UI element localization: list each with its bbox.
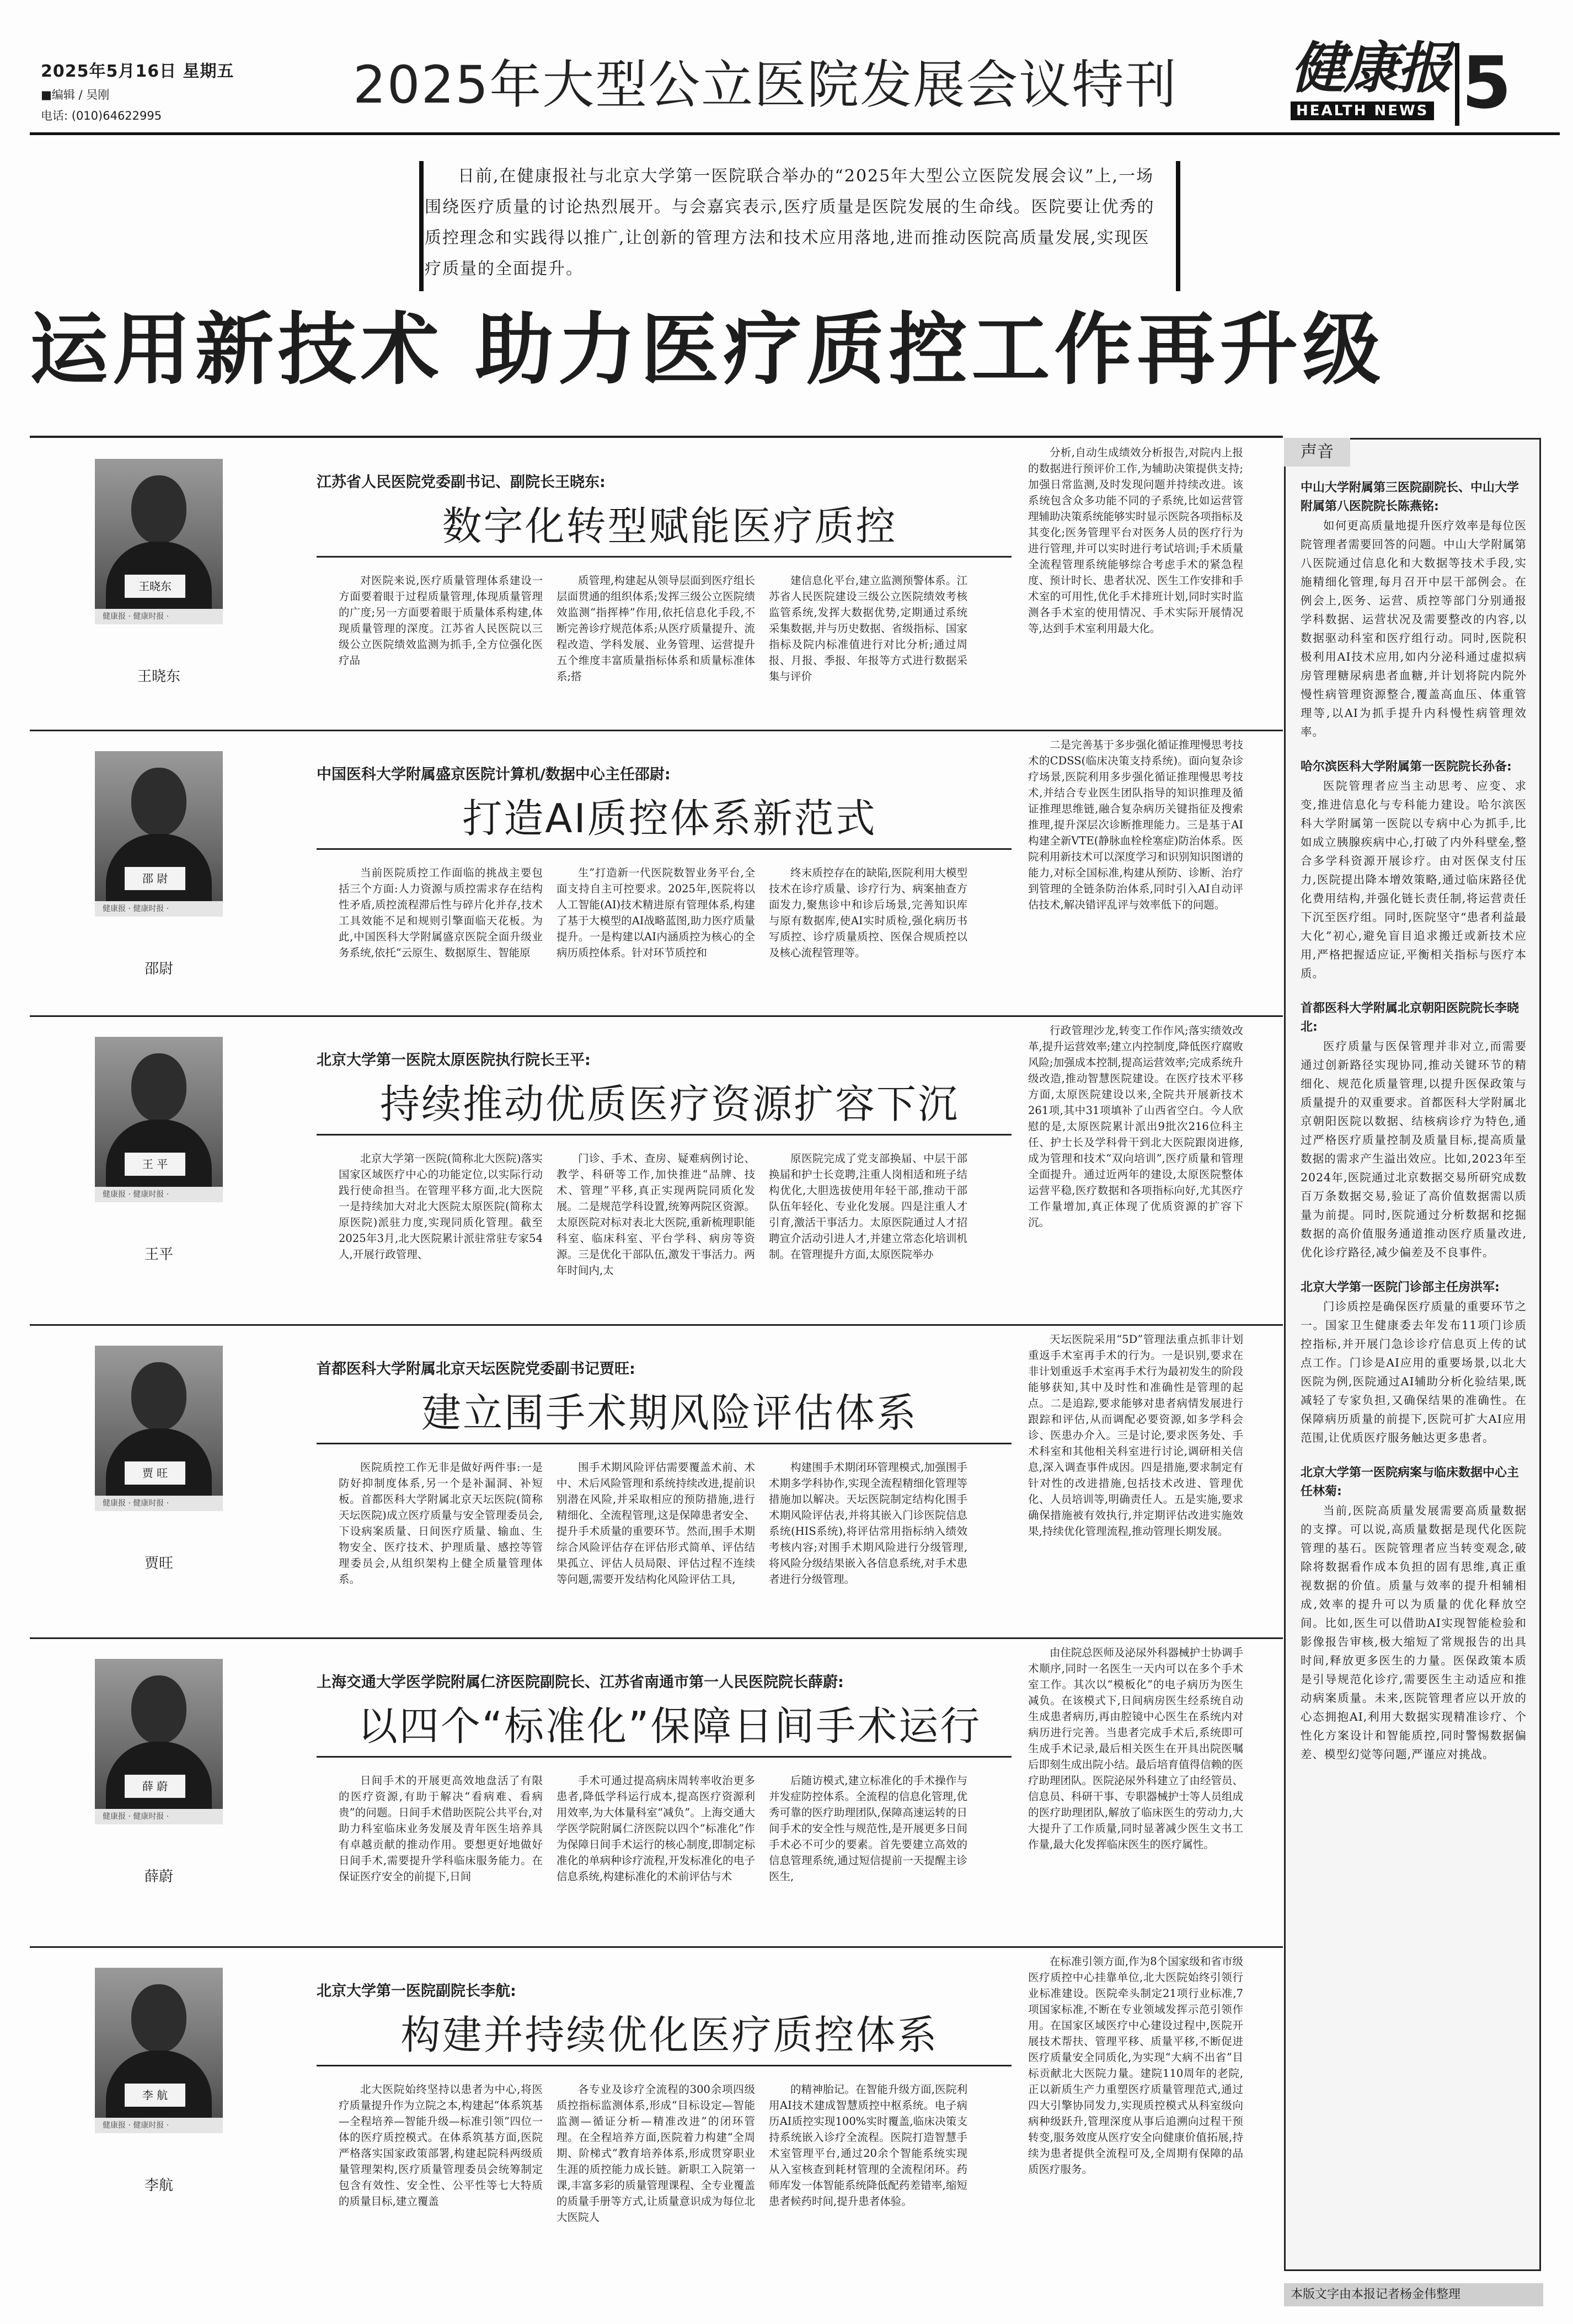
article-title: 持续推动优质医疗资源扩容下沉	[379, 1081, 959, 1127]
speaker-photo	[95, 751, 223, 917]
speaker-photo	[95, 459, 223, 624]
article-kicker: 江苏省人民医院党委副书记、副院长王晓东:	[317, 474, 606, 491]
title-rule	[317, 848, 1012, 850]
intro-right-bar	[1176, 161, 1180, 291]
name-tag: 李 航	[125, 2084, 185, 2107]
article-kicker: 首都医科大学附属北京天坛医院党委副书记贾旺:	[317, 1361, 635, 1378]
body-column: 的精神胎记。在智能升级方面,医院利用AI技术建成智慧质控中枢系统。电子病历AI质控实现100%实时覆盖,临床决策支持系统嵌入诊疗全流程。医院打造智慧手术室管理平台,通过20余个智能系统实现从入室核查到耗材管理的全流程闭环。药师库发一体智能系统降低配药差错率,缩短患者候药时间,提升患者体验。	[769, 2083, 967, 2208]
body-column: 在标准引领方面,作为8个国家级和省市级医疗质控中心挂靠单位,北大医院始终引领行业标准建设。医院牵头制定21项行业标准,7项国家标准,不断在专业领域发挥示范引领作用。在国家区域医疗中心建设过程中,医院开展技术帮扶、管理平移、质量平移,不断促进医疗质量安全同质化,为实现“大病不出省”目标贡献北大医院力量。建院110周年的老院,正以新质生产力重塑医疗质量管理范式,通过四大引擎协同发力,实现质控模式从科室级向病种级跃升,管理深度从事后追溯向过程干预转变,服务效度从医疗安全向健康价值拓展,持续为患者提供全流程可及,全周期有保障的品质医疗服务。	[1028, 1955, 1243, 2176]
article	[30, 731, 1283, 1017]
photo-band: 健康报 · 健康时报 ·	[95, 1187, 223, 1202]
article-title: 建立围手术期风险评估体系	[421, 1390, 918, 1436]
photo-caption: 薛蔚	[144, 1868, 173, 1885]
voice-speaker: 哈尔滨医科大学附属第一医院院长孙备:	[1301, 760, 1512, 774]
voice-text: 如何更高质量地提升医疗效率是每位医院管理者需要回答的问题。中山大学附属第八医院通过信息化和大数据等技术手段,实施精细化管理,每月召开中层干部例会。在例会上,医务、运营、质控等部门分别通报学科数据、运营状况及需要整改的内容,以数据驱动科室和医疗组行动。同时,医院积极利用AI技术应用,如内分泌科通过虚拟病房管理糖尿病患者血糖,并计划将院内院外慢性病管理资源整合,覆盖高血压、体重管理等,以AI为抓手提升内科慢性病管理效率。	[1301, 519, 1527, 738]
photo-head	[131, 1675, 186, 1744]
photo-band: 健康报 · 健康时报 ·	[95, 2118, 223, 2133]
body-column: 质管理,构建起从领导层面到医疗组长层面贯通的组织体系;发挥三级公立医院绩效监测“指挥棒”作用,依托信息化手段,不断完善诊疗规范体系;从医疗质量提升、流程改造、学科发展、业务管理、运营提升五个维度丰富质量指标体系和质量标准体系;搭	[557, 574, 755, 683]
special-issue-title: 2025年大型公立医院发展会议特刊	[353, 55, 1178, 115]
body-column: 当前医院质控工作面临的挑战主要包括三个方面:人力资源与质控需求存在结构性矛盾,质控流程滞后性与碎片化并存,技术工具效能不足和规则引擎面临天花板。为此,中国医科大学附属盛京医院全面升级业务系统,依托“云原生、数据原生、智能原	[339, 866, 543, 959]
voice-speaker: 首都医科大学附属北京朝阳医院院长李晓北:	[1301, 1002, 1520, 1034]
body-column: 北大医院始终坚持以患者为中心,将医疗质量提升作为立院之本,构建起“体系筑基—全程培养—智能升级—标准引领”四位一体的医疗质控模式。在体系筑基方面,医院严格落实国家政策部署,构建起院科两级质量管理架构,医疗质量管理委员会统筹制定包含有效性、安全性、公平性等七大特质的质量目标,建立覆盖	[339, 2083, 543, 2208]
article	[30, 1639, 1283, 1948]
body-column: 门诊、手术、查房、疑难病例讨论、教学、科研等工作,加快推进“品牌、技术、管理”平移,真正实现两院同质化发展。二是规范学科设置,统筹两院区资源。太原医院对标对表北大医院,重新梳理职能科室、临床科室、平台学科、病房等资源。三是优化干部队伍,激发干事活力。两年时间内,太	[557, 1152, 755, 1277]
body-column: 由住院总医师及泌尿外科器械护士协调手术顺序,同时一名医生一天内可以在多个手术室工作。其次以“模板化”的电子病历为医生减负。在该模式下,日间病房医生经系统自动生成患者病历,再由腔镜中心医生在系统内对病历进行完善。当患者完成手术后,系统即可生成手术记录,最后相关医生在开具出院医嘱后即刻生成出院小结。最后培育值得信赖的医疗助理团队。医院泌尿外科建立了由经管员、信息员、科研干事、专职器械护士等人员组成的医疗助理团队,解放了临床医生的劳动力,大大提升了工作质量,同时显著减少医生文书工作量,最大化发挥临床医生的医疗属性。	[1028, 1646, 1243, 1851]
speaker-photo	[95, 1037, 223, 1202]
voice-item	[1301, 758, 1527, 983]
name-tag: 贾 旺	[125, 1461, 185, 1485]
article-kicker: 中国医科大学附属盛京医院计算机/数据中心主任邵尉:	[317, 766, 671, 783]
photo-caption: 贾旺	[144, 1555, 173, 1572]
article-kicker: 北京大学第一医院副院长李航:	[317, 1983, 516, 2000]
photo-caption: 邵尉	[144, 961, 173, 977]
voice-item	[1301, 1278, 1527, 1447]
title-rule	[317, 1443, 1012, 1444]
body-column: 原医院完成了党支部换届、中层干部换届和护士长竞聘,注重人岗相适和班子结构优化,大胆选拔使用年轻干部,推动干部队伍年轻化、专业化发展。四是注重人才引育,激活干事活力。太原医院通过人才招聘宣介活动引进人才,并建立常态化培训机制。在管理提升方面,太原医院举办	[769, 1152, 967, 1261]
name-tag: 邵 尉	[125, 867, 185, 890]
photo-band: 健康报 · 健康时报 ·	[95, 609, 223, 624]
body-column: 对医院来说,医疗质量管理体系建设一方面要着眼于过程质量管理,体现质量管理的广度;另一方面要着眼于质量体系构建,体现质量管理的深度。江苏省人民医院以三级公立医院绩效监测为抓手,全方位强化医疗品	[339, 574, 543, 667]
body-column: 建信息化平台,建立监测预警体系。江苏省人民医院建设三级公立医院绩效考核监管系统,发挥大数据优势,定期通过系统采集数据,并与历史数据、省级指标、国家指标及院内标准值进行对比分析;通过周报、月报、季报、年报等方式进行数据采集与评价	[769, 574, 967, 683]
article-kicker: 上海交通大学医学院附属仁济医院副院长、江苏省南通市第一人民医院院长薛蔚:	[317, 1674, 844, 1691]
body-column: 行政管理沙龙,转变工作作风;落实绩效改革,提升运营效率;建立内控制度,降低医疗腐败风险;加强成本控制,提高运营效率;完成系统升级改造,推动智慧医院建设。在医疗技术平移方面,太原医院建设以来,全院共开展新技术261项,其中31项填补了山西省空白。今人欣慰的是,太原医院累计派出9批次216位科主任、护士长及学科骨干到北大医院跟岗进修,成为管理和技术“双向培训”,医疗质量和管理全面提升。通过近两年的建设,太原医院整体运营平稳,医疗数据和各项指标向好,尤其医疗工作量增加,真正体现了优质资源的扩容下沉。	[1028, 1024, 1243, 1229]
voice-speaker: 北京大学第一医院病案与临床数据中心主任林菊:	[1301, 1466, 1520, 1498]
issue-info	[41, 57, 272, 124]
title-rule	[317, 556, 1012, 558]
photo-head	[131, 768, 186, 836]
name-tag: 王 平	[125, 1153, 185, 1176]
body-column: 各专业及诊疗全流程的300余项四级质控指标监测体系,形成“目标设定—智能监测—循证分析—精准改进”的闭环管理。在全程培养方面,医院着力构建“全周期、阶梯式”教育培养体系,形成贯穿职业生涯的质控能力成长链。新职工入院第一课,丰富多彩的质量管理课程、全专业覆盖的质量手册等方式,让质量意识成为每位北大医院人	[557, 2083, 755, 2224]
page-number-divider	[1455, 43, 1459, 126]
voice-item	[1301, 999, 1527, 1262]
body-column: 分析,自动生成绩效分析报告,对院内上报的数据进行预评价工作,为辅助决策提供支持;加强日常监测,及时发现问题并持续改进。该系统包含众多功能不同的子系统,比如运营管理辅助决策系统能够实时显示医院各项指标及其变化;医务管理平台对医务人员的医疗行为进行管理,并可以实时进行考试培训;手术质量全流程管理系统能够综合考虑手术的紧急程度、预计时长、患者状况、医生工作安排和手术室的可用性,优化手术排班计划,同时实时监测各手术室的使用情况、手术实际开展情况等,达到手术室利用最大化。	[1028, 446, 1243, 635]
name-tag: 薛 蔚	[125, 1775, 185, 1798]
voice-text: 医疗质量与医保管理并非对立,而需要通过创新路径实现协同,推动关键环节的精细化、规范化质量管理,以提升医保政策与质量提升的双重要求。首都医科大学附属北京朝阳医院以数据、结核病诊疗为特色,通过严格医疗质量控制及质量目标,提高质量数据的需求产生溢出效应。比如,2023年至2024年,医院通过北京数据交易所研究成数百万条数据交易,验证了高价值数据需以质量为前提。同时,医院通过分析数据和挖掘数据的高价值服务通道推动医疗质量改进,优化诊疗路径,减少偏差及不良事件。	[1301, 1040, 1527, 1259]
photo-caption: 王平	[144, 1246, 173, 1263]
photo-band: 健康报 · 健康时报 ·	[95, 1496, 223, 1511]
speaker-photo	[95, 1346, 223, 1511]
header-rule	[30, 132, 1560, 135]
article-title: 打造AI质控体系新范式	[462, 795, 877, 842]
issue-date: 2025年5月16日 星期五	[41, 62, 234, 81]
voice-text: 医院管理者应当主动思考、应变、求变,推进信息化与专科能力建设。哈尔滨医科大学附属第一医院以专病中心为抓手,比如成立胰腺疾病中心,打破了内外科壁垒,整合多学科资源开展诊疗。由对医保支付压力,医院提出降本增效策略,通过临床路径优化费用结构,并强化链长责任制,将运营责任下沉至医疗组。同时,医院坚守“患者利益最大化”初心,避免盲目追求搬迁或新技术应用,严格把握适应证,平衡相关指标与医疗本质。	[1301, 779, 1527, 980]
phone-line: 电话: (010)64622995	[41, 109, 162, 122]
body-column: 围手术期风险评估需要覆盖术前、术中、术后风险管理和系统持续改进,提前识别潜在风险,并采取相应的预防措施,进行精细化、全流程管理,这是保障患者安全、提升手术质量的重要环节。然而,围手术期综合风险评估存在评估形式简单、评估结果孤立、评估人员局限、评估过程不连续等问题,需要开发结构化风险评估工具,	[557, 1461, 755, 1586]
photo-head	[131, 1984, 186, 2053]
sidebar-header: 声音	[1284, 438, 1350, 467]
body-column: 北京大学第一医院(简称北大医院)落实国家区域医疗中心的功能定位,以实际行动践行使命担当。在管理平移方面,北大医院一是持续加大对北大医院太原医院(简称太原医院)派驻力度,实现同质化管理。截至2025年3月,北大医院累计派驻常驻专家54人,开展行政管理、	[339, 1152, 543, 1261]
title-rule	[317, 1756, 1012, 1758]
voice-item	[1301, 479, 1527, 741]
masthead-logo	[1291, 35, 1451, 120]
editor-line: ■编辑 / 吴刚	[41, 88, 110, 101]
photo-head	[131, 1053, 186, 1122]
speaker-photo	[95, 1968, 223, 2133]
article	[30, 1948, 1283, 2306]
logo-cn: 健康报	[1291, 35, 1449, 100]
photo-band: 健康报 · 健康时报 ·	[95, 901, 223, 917]
title-rule	[317, 2065, 1012, 2066]
section-top-rule	[30, 436, 1283, 438]
speaker-photo	[95, 1659, 223, 1824]
voice-text: 门诊质控是确保医疗质量的重要环节之一。国家卫生健康委去年发布11项门诊质控指标,并开展门急诊诊疗信息页上传的试点工作。门诊是AI应用的重要场景,以北大医院为例,医院通过AI辅助分析化验结果,既减轻了专家负担,又确保结果的准确性。在保障病历质量的前提下,医院可扩大AI应用范围,让优质医疗服务触达更多患者。	[1301, 1300, 1527, 1444]
body-column: 终末质控存在的缺陷,医院利用大模型技术在诊疗质量、诊疗行为、病案抽查方面发力,聚焦诊中和诊后场景,完善知识库与原有数据库,使AI实时质检,强化病历书写质控、诊疗质量质控、医保合规质控以及核心流程管理等。	[769, 866, 967, 959]
main-headline: 运用新技术 助力医疗质控工作再升级	[30, 304, 1385, 395]
article	[30, 1326, 1283, 1639]
article-kicker: 北京大学第一医院太原医院执行院长王平:	[317, 1052, 591, 1069]
intro-paragraph: 日前,在健康报社与北京大学第一医院联合举办的“2025年大型公立医院发展会议”上,一场围绕医疗质量的讨论热烈展开。与会嘉宾表示,医疗质量是医院发展的生命线。医院要让优秀的质控理念和实践得以推广,让创新的管理方法和技术应用落地,进而推动医院高质量发展,实现医疗质量的全面提升。	[425, 167, 1155, 279]
voice-speaker: 北京大学第一医院门诊部主任房洪军:	[1301, 1281, 1500, 1294]
article-title: 构建并持续优化医疗质控体系	[400, 2012, 939, 2058]
photo-head	[131, 1362, 186, 1431]
body-column: 后随访模式,建立标准化的手术操作与并发症防控体系。全流程的信息化管理,优秀可靠的医疗助理团队,保障高速运转的日间手术的安全性与规范性,是开展更多日间手术必不可少的要素。首先要建立高效的信息管理系统,通过短信提前一天提醒主诊医生,	[769, 1774, 967, 1883]
voice-speaker: 中山大学附属第三医院副院长、中山大学附属第八医院院长陈燕铭:	[1301, 481, 1520, 513]
page-number: 5	[1462, 41, 1512, 125]
photo-caption: 王晓东	[137, 668, 180, 685]
intro-left-bar	[419, 161, 424, 291]
article-title: 以四个“标准化”保障日间手术运行	[357, 1703, 982, 1749]
body-column: 日间手术的开展更高效地盘活了有限的医疗资源,有助于解决“看病难、看病贵”的问题。日间手术借助医院公共平台,对助力科室临床业务发展及青年医生培养具有卓越贡献的推动作用。要想更好地做好日间手术,需要提升学科临床服务能力。在保证医疗安全的前提下,日间	[339, 1774, 543, 1883]
article	[30, 439, 1283, 731]
body-column: 医院质控工作无非是做好两件事:一是防好抑制度体系,另一个是补漏洞、补短板。首都医科大学附属北京天坛医院(简称天坛医院)成立医疗质量与安全管理委员会,下设病案质量、日间医疗质量、输血、生物安全、医疗技术、护理质量、感控等管理委员会,从组织架构上健全质量管理体系。	[339, 1461, 543, 1586]
body-column: 手术可通过提高病床周转率收治更多患者,降低学科运行成本,提高医疗资源利用效率,为大体量科室“减负”。上海交通大学医学院附属仁济医院以四个“标准化”作为保障日间手术运行的核心制度,即制定标准化的单病种诊疗流程,开发标准化的电子信息系统,构建标准化的术前评估与术	[557, 1774, 755, 1883]
body-column: 二是完善基于多步强化循证推理慢思考技术的CDSS(临床决策支持系统)。面向复杂诊疗场景,医院利用多步强化循证推理慢思考技术,并结合专业医生团队指导的知识推理及循证推理思维链,融合复杂病历关键指征及搜索推理,提升深层次诊断推理能力。三是基于AI构建全新VTE(静脉血栓栓塞症)防治体系。医院利用新技术可以深度学习和识别知识图谱的能力,对标全国标准,构建从预防、诊断、治疗到管理的全链条防治体系,同时引入AI自动评估技术,解决错评乱评与效率低下的问题。	[1028, 738, 1243, 911]
article-title: 数字化转型赋能医疗质控	[442, 503, 897, 549]
title-rule	[317, 1134, 1012, 1136]
page-credit: 本版文字由本报记者杨金伟整理	[1284, 2283, 1543, 2306]
logo-en: HEALTH NEWS	[1291, 101, 1434, 120]
photo-head	[131, 475, 186, 544]
voice-text: 当前,医院高质量发展需要高质量数据的支撑。可以说,高质量数据是现代化医院管理的基石。医院管理者应当转变观念,破除将数据看作成本负担的固有思维,真正重视数据的价值。质量与效率的提升相辅相成,效率的提升可以为质量的优化释放空间。比如,医生可以借助AI实现智能检验和影像报告审核,极大缩短了常规报告的出具时间,释放更多医生的力量。医保政策本质是引导规范化诊疗,需要医生主动适应和推动病案质量。未来,医院管理者应以开放的心态拥抱AI,利用大数据实现精准诊疗、个性化方案设计和智能质控,同时警惕数据偏差、模型幻觉等问题,严谨应对挑战。	[1301, 1504, 1527, 1761]
voice-item	[1301, 1464, 1527, 1764]
photo-caption: 李航	[144, 2177, 173, 2194]
body-column: 构建围手术期闭环管理模式,加强围手术期多学科协作,实现全流程精细化管理等措施加以解决。天坛医院制定结构化围手术期风险评估表,并将其嵌入门诊医院信息系统(HIS系统),将评估常用指标纳入绩效考核内容;对围手术期风险进行分级管理,将风险分级结果嵌入各信息系统,对手术患者进行分级管理。	[769, 1461, 967, 1586]
body-column: 天坛医院采用“5D”管理法重点抓非计划重返手术室再手术的行为。一是识别,要求在非计划重返手术室再手术行为最初发生的阶段能够获知,其中及时性和准确性是管理的起点。二是追踪,要求能够对患者病情发展进行跟踪和评估,从而调配必要资源,如多学科会诊、医患办介入。三是讨论,要求医务处、手术科室和其他相关科室进行讨论,调研相关信息,深入调查事件成因。四是措施,要求制定有针对性的改进措施,包括技术改进、管理优化、人员培训等,明确责任人。五是实施,要求确保措施被有效执行,并定期评估改进实施效果,持续优化管理流程,推动管理长期发展。	[1028, 1333, 1243, 1538]
name-tag: 王晓东	[125, 575, 185, 598]
body-column: 生”打造新一代医院数智业务平台,全面支持自主可控要求。2025年,医院将以人工智能(AI)技术精进原有管理体系,构建了基于大模型的AI战略蓝图,助力医疗质量提升。一是构建以AI内涵质控为核心的全病历质控体系。针对环节质控和	[557, 866, 755, 959]
photo-band: 健康报 · 健康时报 ·	[95, 1809, 223, 1824]
article	[30, 1017, 1283, 1326]
sidebar-content	[1301, 479, 1527, 2255]
